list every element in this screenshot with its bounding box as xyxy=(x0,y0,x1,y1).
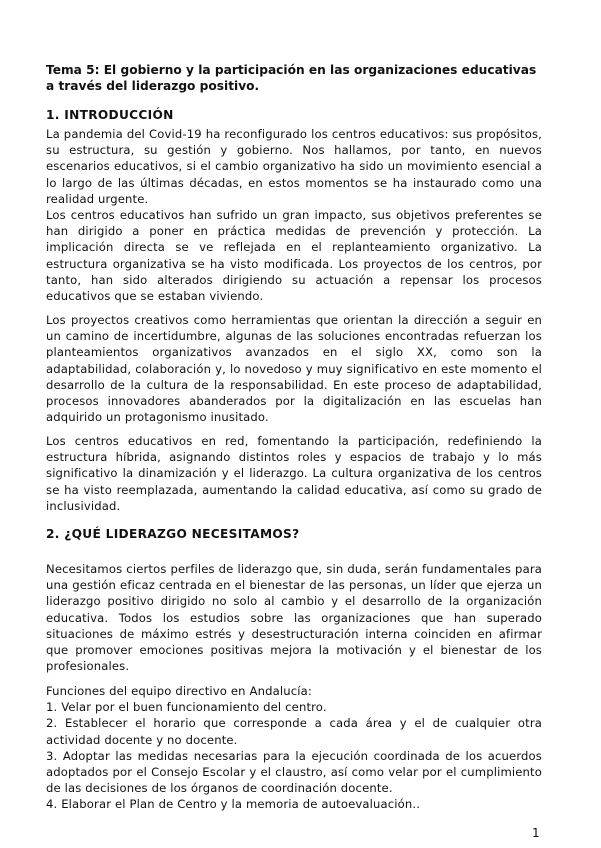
list-item: 1. Velar por el buen funcionamiento del centro. xyxy=(46,700,327,715)
list-intro: Funciones del equipo directivo en Andalucía: xyxy=(46,684,312,698)
paragraph: Necesitamos ciertos perfiles de liderazgo que, sin duda, serán fundamentales para una gestión eficaz centrada en el bienestar de las personas, un líder que ejerza un liderazgo positivo dirigido no solo al cambio y el desarrollo de la organización educativa. Todos los estudios sobre las organizaciones que han superado situaciones de máximo estrés y desestructuración interna coinciden en afirmar que promover emociones positivas mejora la motivación y el bienestar de los profesionales. xyxy=(46,562,542,674)
document-title: Tema 5: El gobierno y la participación en las organizaciones educativas a través del liderazgo positivo. xyxy=(46,63,537,93)
functions-list xyxy=(46,683,542,813)
section-heading-liderazgo: 2. ¿QUÉ LIDERAZGO NECESITAMOS? xyxy=(46,527,300,541)
list-item: 3. Adoptar las medidas necesarias para la ejecución coordinada de los acuerdos adoptados por el Consejo Escolar y el claustro, así como velar por el cumplimiento de las decisiones de los órganos de coordinación docente. xyxy=(46,748,542,796)
list-item: 4. Elaborar el Plan de Centro y la memoria de autoevaluación.. xyxy=(46,797,421,812)
paragraph: Los centros educativos han sufrido un gran impacto, sus objetivos preferentes se han dirigido a poner en práctica medidas de prevención y protección. La implicación directa se ve reflejada en el replanteamiento organizativo. La estructura organizativa se ha visto modificada. Los proyectos de los centros, por tanto, han sido alterados dirigiendo su actuación a repensar los procesos educativos que se estaban viviendo. xyxy=(46,208,542,304)
section-heading-introduccion: 1. INTRODUCCIÓN xyxy=(46,108,174,122)
list-item: 2. Establecer el horario que corresponde a cada área y el de cualquier otra actividad docente y no docente. xyxy=(46,716,542,747)
paragraph: Los centros educativos en red, fomentando la participación, redefiniendo la estructura híbrida, asignando distintos roles y espacios de trabajo y lo más significativo la dinamización y el liderazgo. La cultura organizativa de los centros se ha visto reemplazada, aumentando la calidad educativa, así como su grado de inclusividad. xyxy=(46,434,542,513)
paragraph: La pandemia del Covid-19 ha reconfigurado los centros educativos: sus propósitos, su estructura, su gestión y gobierno. Nos hallamos, por tanto, en nuevos escenarios educativos, si el cambio organizativo ha sido un movimiento esencial a lo largo de las últimas décadas, en estos momentos se ha instaurado como una realidad urgente. xyxy=(46,127,542,206)
page-number: 1 xyxy=(532,826,540,840)
paragraph: Los proyectos creativos como herramientas que orientan la dirección a seguir en un camino de incertidumbre, algunas de las soluciones encontradas refuerzan los planteamientos organizativos avanzados en el siglo XX, como son la adaptabilidad, colaboración y, lo novedoso y muy significativo en este momento el desarrollo de la cultura de la responsabilidad. En este proceso de adaptabilidad, procesos innovadores abanderados por la digitalización en las escuelas han adquirido un protagonismo inusitado. xyxy=(46,313,542,425)
